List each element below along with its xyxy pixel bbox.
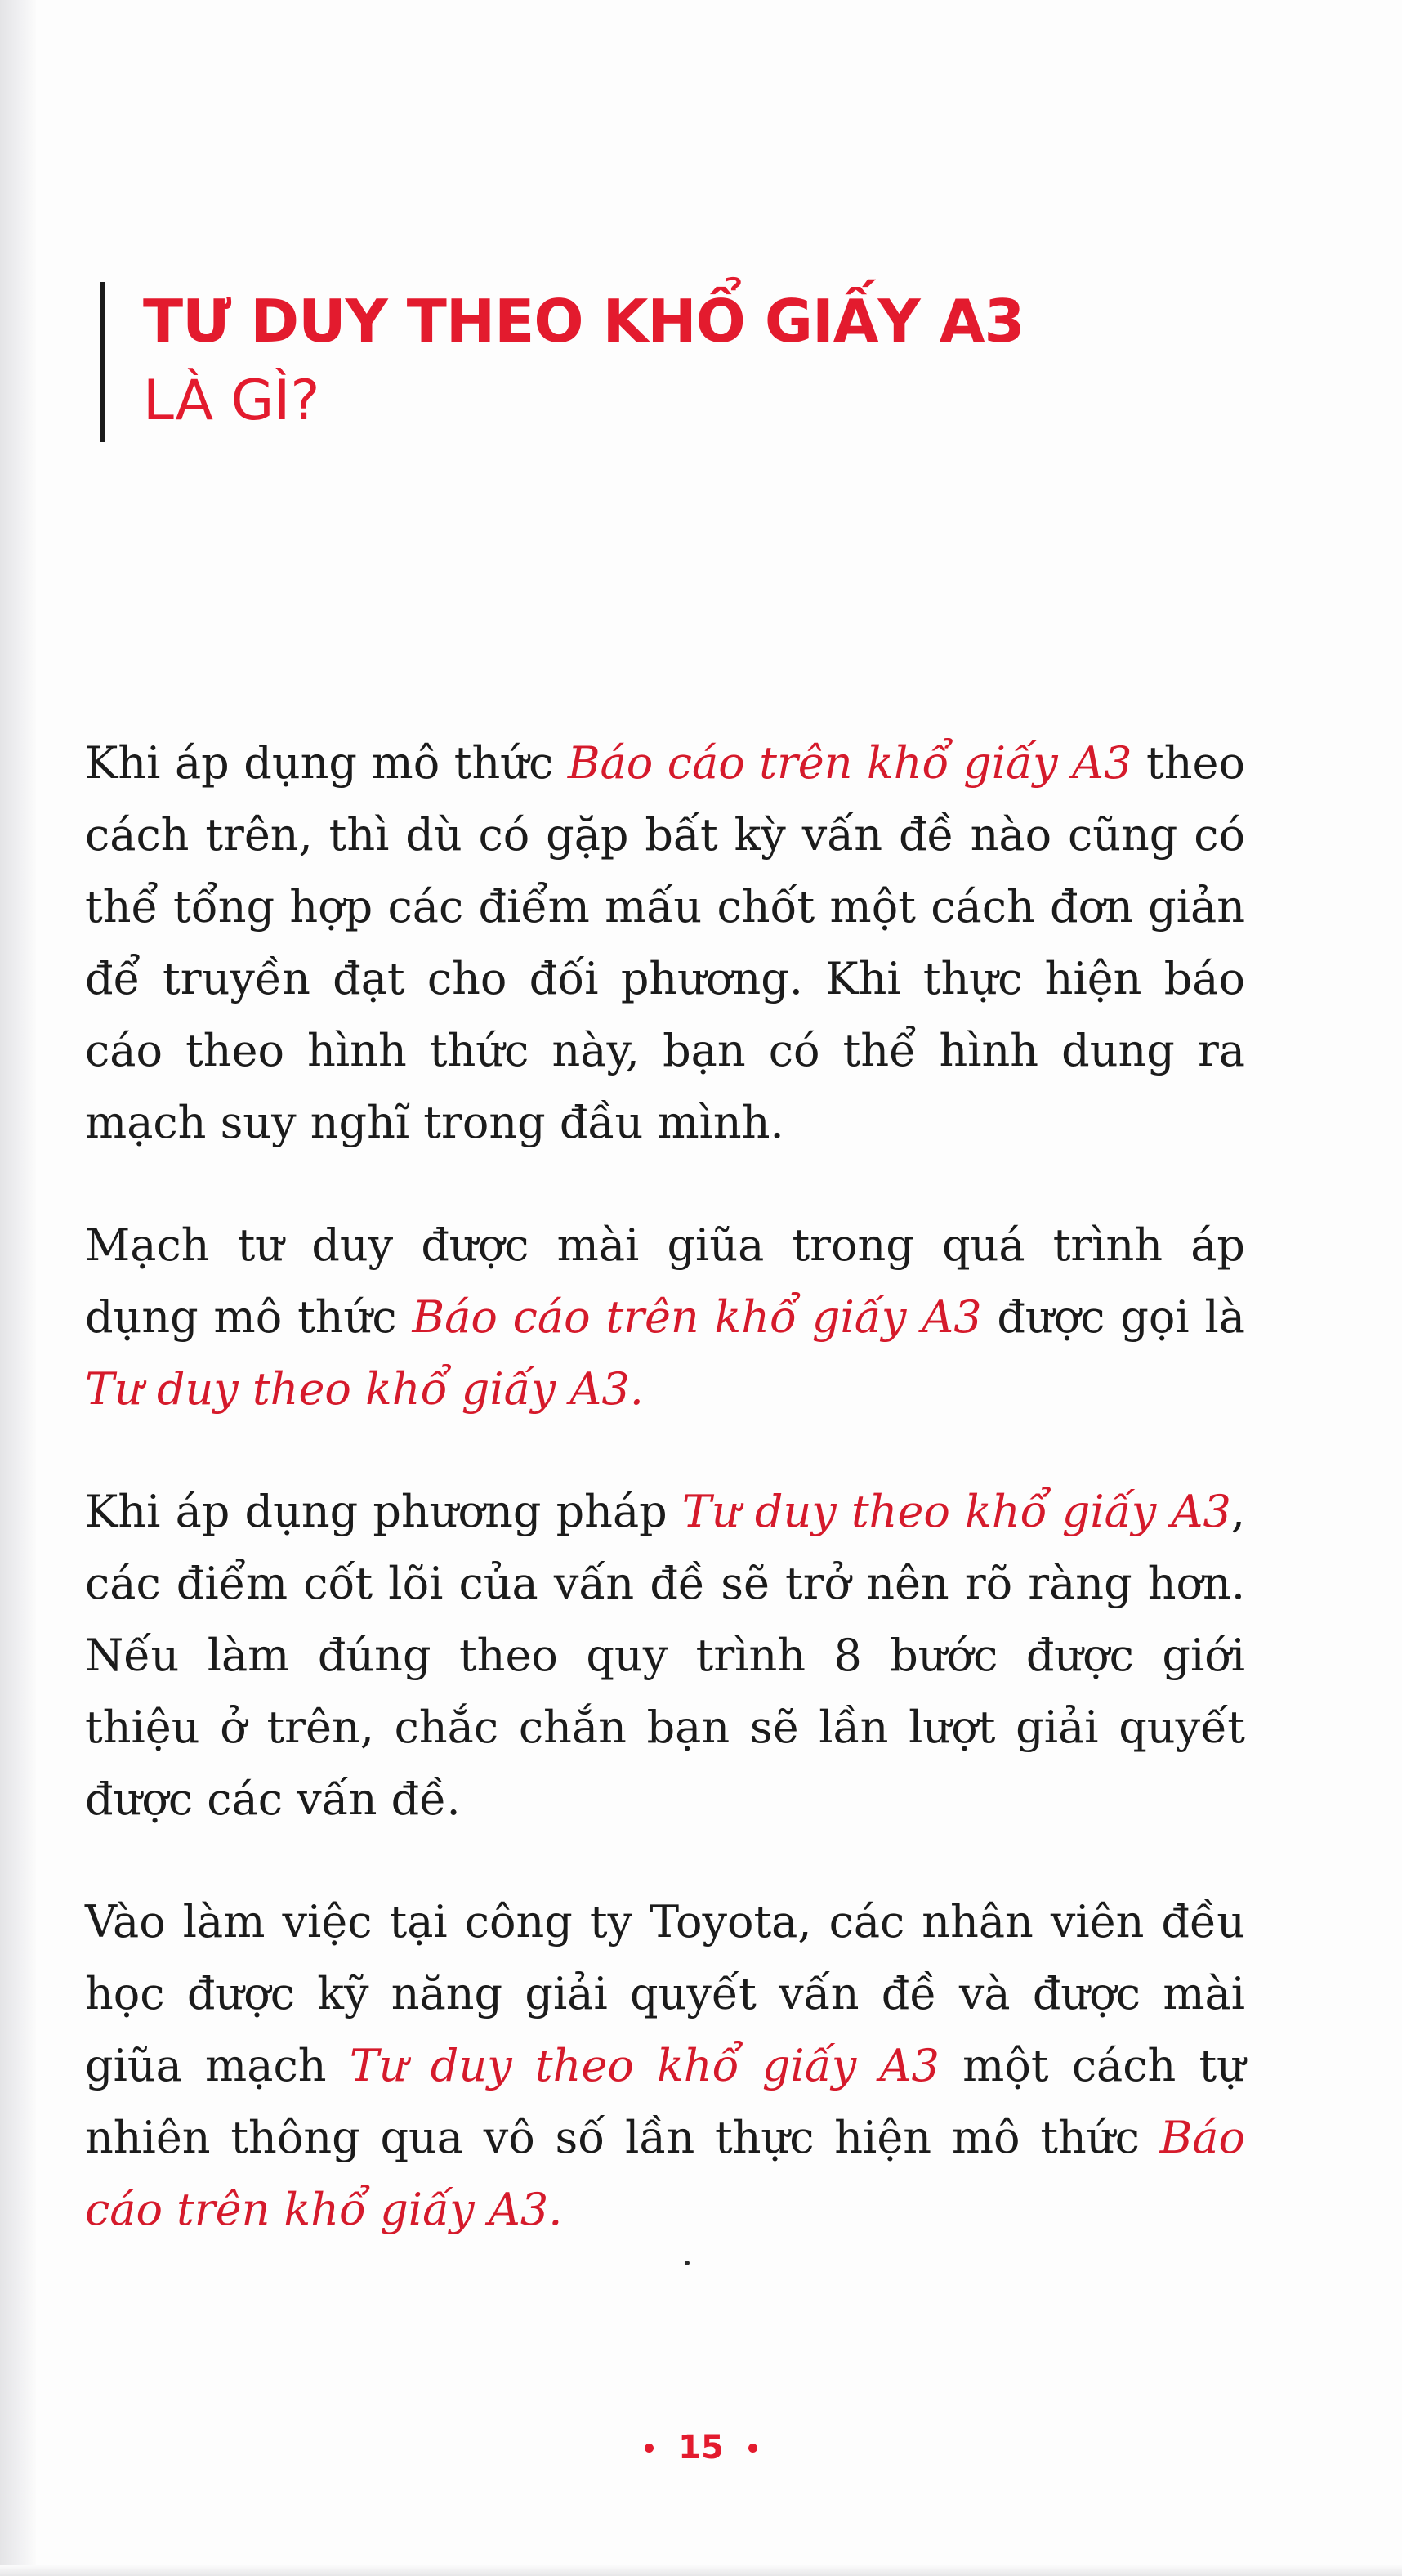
bullet-dot-icon [748,2444,757,2453]
paragraph-text: Vào làm việc tại công ty Toyota, các nhân viên đều học được kỹ năng giải quyết vấn đề và được mài giũa mạch [85,1896,1245,2091]
paragraph-2 [85,1210,1245,1425]
paragraph-text: Mạch tư duy được mài giũa trong quá trình áp dụng mô thức [85,1219,1245,1343]
paragraph-end-punctuation: . [548,2184,563,2235]
chapter-title-line-1: TƯ DUY THEO KHỔ GIẤY A3 [143,287,1025,356]
paragraph-end-punctuation: . [629,1363,644,1415]
body-text [85,727,1245,2246]
highlighted-term: Tư duy theo khổ giấy A3 [85,1363,630,1415]
paragraph-3 [85,1476,1245,1836]
highlighted-term: Tư duy theo khổ giấy A3 [681,1486,1231,1537]
highlighted-term: Báo cáo trên khổ giấy A3 [412,1291,982,1343]
page-binding-edge [0,0,36,2576]
page-number: 15 [678,2429,724,2466]
paragraph-text: được gọi là [981,1291,1245,1343]
paragraph-text: một cách tự nhiên thông qua vô số lần thực hiện mô thức [85,2040,1246,2163]
page-number-row [0,2419,1402,2476]
paragraph-text: , các điểm cốt lõi của vấn đề sẽ trở nên rõ ràng hơn. Nếu làm đúng theo quy trình 8 bước được giới thiệu ở trên, chắc chắn bạn sẽ lần lượt giải quyết được các vấn đề. [85,1486,1245,1825]
chapter-title [100,282,1205,442]
page-bottom-edge [0,2565,1402,2576]
paragraph-4 [85,1886,1245,2246]
bullet-dot-icon [645,2444,654,2453]
paragraph-text: theo cách trên, thì dù có gặp bất kỳ vấn đề nào cũng có thể tổng hợp các điểm mấu chốt một cách đơn giản để truyền đạt cho đối phương. Khi thực hiện báo cáo theo hình thức này, bạn có thể hình dung ra mạch suy nghĩ trong đầu mình. [85,737,1245,1148]
highlighted-term: Báo cáo trên khổ giấy A3 [85,2112,1245,2235]
highlighted-term: Tư duy theo khổ giấy A3 [349,2040,940,2091]
stray-ink-dot [685,2261,690,2265]
highlighted-term: Báo cáo trên khổ giấy A3 [567,737,1132,789]
chapter-title-line-2: LÀ GÌ? [143,369,320,433]
paragraph-text: Khi áp dụng mô thức [85,737,568,789]
paragraph-text: Khi áp dụng phương pháp [85,1486,682,1537]
paragraph-1 [85,727,1245,1159]
